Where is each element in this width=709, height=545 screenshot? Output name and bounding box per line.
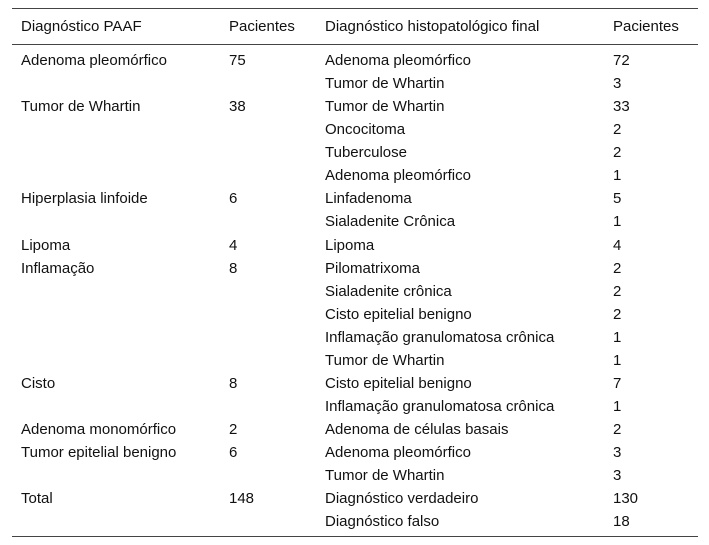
final-patients-cell: 130 — [613, 490, 639, 508]
paaf-diagnosis-cell — [12, 395, 220, 418]
header-row — [12, 9, 698, 45]
table-row — [12, 95, 698, 118]
table-header — [12, 9, 698, 45]
paaf-diagnosis-cell — [12, 280, 220, 303]
paaf-patients-cell — [220, 510, 316, 537]
table-row — [12, 395, 698, 418]
histopathology-diagnosis-cell: Diagnóstico falso — [325, 513, 440, 531]
paaf-patients-cell — [220, 72, 316, 95]
final-patients-cell: 2 — [613, 144, 622, 162]
table-row — [12, 326, 698, 349]
paaf-diagnosis-cell: Lipoma — [21, 236, 71, 254]
table-row — [12, 141, 698, 164]
paaf-diagnosis-cell: Hiperplasia linfoide — [21, 190, 148, 208]
paaf-diagnosis-cell: Cisto — [21, 374, 56, 392]
histopathology-diagnosis-cell: Tuberculose — [325, 144, 407, 162]
final-patients-cell: 1 — [613, 397, 622, 415]
paaf-diagnosis-cell — [12, 349, 220, 372]
final-patients-cell: 3 — [613, 467, 622, 485]
paaf-diagnosis-cell — [12, 326, 220, 349]
table-row — [12, 372, 698, 395]
paaf-diagnosis-cell: Tumor de Whartin — [21, 98, 141, 116]
paaf-patients-cell — [220, 118, 316, 141]
paaf-patients-cell — [220, 141, 316, 164]
histopathology-diagnosis-cell: Tumor de Whartin — [325, 98, 445, 116]
table-row — [12, 118, 698, 141]
histopathology-diagnosis-cell: Cisto epitelial benigno — [325, 305, 472, 323]
paaf-patients-cell — [220, 210, 316, 233]
histopathology-diagnosis-cell: Adenoma de células basais — [325, 421, 509, 439]
final-patients-cell: 1 — [613, 351, 622, 369]
table-row — [12, 441, 698, 464]
histopathology-diagnosis-cell: Inflamação granulomatosa crônica — [325, 328, 555, 346]
paaf-diagnosis-cell — [12, 118, 220, 141]
final-patients-cell: 1 — [613, 213, 622, 231]
paaf-patients-cell — [220, 164, 316, 187]
table-row — [12, 487, 698, 510]
paaf-diagnosis-cell — [12, 72, 220, 95]
final-patients-cell: 5 — [613, 190, 622, 208]
final-patients-cell: 7 — [613, 374, 622, 392]
paaf-diagnosis-cell: Adenoma pleomórfico — [21, 52, 167, 70]
table-row — [12, 257, 698, 280]
header-patients-final: Pacientes — [613, 18, 679, 35]
paaf-patients-cell — [220, 349, 316, 372]
final-patients-cell: 72 — [613, 52, 630, 70]
histopathology-diagnosis-cell: Sialadenite Crônica — [325, 213, 456, 231]
histopathology-diagnosis-cell: Diagnóstico verdadeiro — [325, 490, 479, 508]
table-row — [12, 72, 698, 95]
paaf-patients-cell: 38 — [229, 98, 246, 116]
paaf-patients-cell — [220, 303, 316, 326]
histopathology-diagnosis-cell: Pilomatrixoma — [325, 259, 421, 277]
final-patients-cell: 1 — [613, 167, 622, 185]
final-patients-cell: 33 — [613, 98, 630, 116]
paaf-patients-cell: 148 — [229, 490, 255, 508]
final-patients-cell: 2 — [613, 305, 622, 323]
histopathology-diagnosis-cell: Sialadenite crônica — [325, 282, 452, 300]
table-row — [12, 187, 698, 210]
paaf-diagnosis-cell — [12, 141, 220, 164]
table-row — [12, 349, 698, 372]
paaf-diagnosis-cell — [12, 303, 220, 326]
paaf-patients-cell — [220, 326, 316, 349]
table-row — [12, 164, 698, 187]
paaf-patients-cell: 6 — [229, 444, 238, 462]
histopathology-diagnosis-cell: Adenoma pleomórfico — [325, 167, 471, 185]
table-row — [12, 510, 698, 537]
paaf-patients-cell: 2 — [229, 421, 238, 439]
final-patients-cell: 18 — [613, 513, 630, 531]
table-row — [12, 464, 698, 487]
paaf-patients-cell: 4 — [229, 236, 238, 254]
histopathology-diagnosis-cell: Lipoma — [325, 236, 375, 254]
paaf-patients-cell: 6 — [229, 190, 238, 208]
paaf-diagnosis-cell — [12, 464, 220, 487]
paaf-patients-cell — [220, 280, 316, 303]
paaf-diagnosis-cell: Inflamação — [21, 259, 95, 277]
histopathology-diagnosis-cell: Oncocitoma — [325, 121, 406, 139]
histopathology-diagnosis-cell: Tumor de Whartin — [325, 467, 445, 485]
final-patients-cell: 2 — [613, 121, 622, 139]
table-row — [12, 210, 698, 233]
paaf-patients-cell: 8 — [229, 259, 238, 277]
paaf-patients-cell — [220, 395, 316, 418]
table-row — [12, 45, 698, 73]
table-row — [12, 234, 698, 257]
final-patients-cell: 3 — [613, 444, 622, 462]
histopathology-diagnosis-cell: Adenoma pleomórfico — [325, 444, 471, 462]
final-patients-cell: 1 — [613, 328, 622, 346]
paaf-diagnosis-cell — [12, 510, 220, 537]
diagnosis-table — [12, 8, 698, 537]
paaf-diagnosis-cell: Tumor epitelial benigno — [21, 444, 177, 462]
paaf-patients-cell: 8 — [229, 374, 238, 392]
histopathology-diagnosis-cell: Inflamação granulomatosa crônica — [325, 397, 555, 415]
histopathology-diagnosis-cell: Adenoma pleomórfico — [325, 52, 471, 70]
final-patients-cell: 4 — [613, 236, 622, 254]
table-row — [12, 280, 698, 303]
paaf-diagnosis-cell — [12, 210, 220, 233]
histopathology-diagnosis-cell: Tumor de Whartin — [325, 351, 445, 369]
histopathology-diagnosis-cell: Linfadenoma — [325, 190, 412, 208]
paaf-diagnosis-cell: Adenoma monomórfico — [21, 421, 177, 439]
header-paaf-diagnosis: Diagnóstico PAAF — [21, 18, 142, 35]
table-row — [12, 303, 698, 326]
histopathology-diagnosis-cell: Tumor de Whartin — [325, 75, 445, 93]
table-row — [12, 418, 698, 441]
final-patients-cell: 2 — [613, 282, 622, 300]
header-histopathology-diagnosis: Diagnóstico histopatológico final — [325, 18, 540, 35]
paaf-diagnosis-cell: Total — [21, 490, 53, 508]
final-patients-cell: 2 — [613, 259, 622, 277]
paaf-patients-cell: 75 — [229, 52, 246, 70]
paaf-diagnosis-cell — [12, 164, 220, 187]
header-patients: Pacientes — [229, 18, 295, 35]
final-patients-cell: 2 — [613, 421, 622, 439]
paaf-patients-cell — [220, 464, 316, 487]
final-patients-cell: 3 — [613, 75, 622, 93]
histopathology-diagnosis-cell: Cisto epitelial benigno — [325, 374, 472, 392]
table-body — [12, 45, 698, 537]
